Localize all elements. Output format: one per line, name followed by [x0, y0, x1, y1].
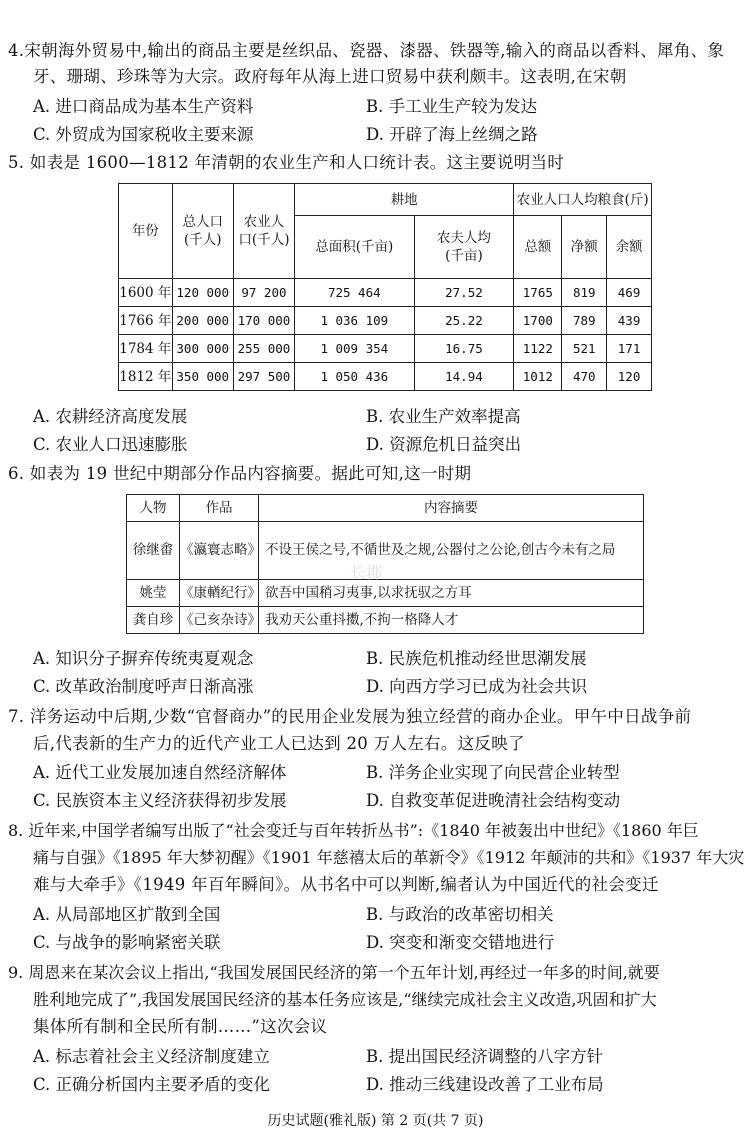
- table-cell: 1600 年: [119, 279, 173, 307]
- q5-header-grain-surplus: 余额: [607, 216, 652, 279]
- table-row: [119, 279, 652, 307]
- table-cell: 255 000: [233, 335, 294, 363]
- table-cell: 120: [607, 363, 652, 391]
- q9-stem-line-1: 9. 周恩来在某次会议上指出,“我国发展国民经济的第一个五年计划,再经过一年多的时间,就要: [8, 963, 660, 982]
- table-cell: 1012: [514, 363, 562, 391]
- table-cell: 《瀛寰志略》: [180, 522, 259, 580]
- table-cell: 1 036 109: [295, 307, 415, 335]
- table-cell: 14.94: [414, 363, 514, 391]
- q5-option-b: B. 农业生产效率提高: [366, 407, 521, 426]
- table-cell: 819: [562, 279, 607, 307]
- table-cell: 300 000: [172, 335, 233, 363]
- table-cell: 1 050 436: [295, 363, 415, 391]
- table-row: [119, 307, 652, 335]
- table-cell: 16.75: [414, 335, 514, 363]
- q9-stem-line-3: 集体所有制和全民所有制……”这次会议: [33, 1017, 328, 1036]
- table-cell: 1122: [514, 335, 562, 363]
- q5-option-d: D. 资源危机日益突出: [366, 435, 522, 454]
- table-cell: 我劝天公重抖擞,不拘一格降人才: [259, 607, 644, 634]
- q4-option-b: B. 手工业生产较为发达: [366, 97, 538, 116]
- table-cell: 789: [562, 307, 607, 335]
- table-cell: 不设王侯之号,不循世及之规,公器付之公论,创古今未有之局: [259, 522, 644, 580]
- q4-option-a: A. 进口商品成为基本生产资料: [33, 97, 254, 116]
- q8-stem-line-3: 难与大牵手》《1949 年百年瞬间》。从书名中可以判断,编者认为中国近代的社会变迁: [33, 875, 659, 894]
- table-cell: 1765: [514, 279, 562, 307]
- table-cell: 97 200: [233, 279, 294, 307]
- q7-option-c: C. 民族资本主义经济获得初步发展: [33, 791, 287, 810]
- table-row: [127, 607, 644, 634]
- table-row: [127, 580, 644, 607]
- q5-header-land: 耕地: [295, 184, 514, 216]
- table-cell: 170 000: [233, 307, 294, 335]
- q7-option-b: B. 洋务企业实现了向民营企业转型: [366, 763, 620, 782]
- q8-option-c: C. 与战争的影响紧密关联: [33, 933, 221, 952]
- q6-option-d: D. 向西方学习已成为社会共识: [366, 677, 588, 696]
- q9-option-a: A. 标志着社会主义经济制度建立: [33, 1047, 270, 1066]
- q8-option-b: B. 与政治的改革密切相关: [366, 905, 554, 924]
- q5-header-total-pop: 总人口(千人): [172, 184, 233, 279]
- q8-option-a: A. 从局部地区扩散到全国: [33, 905, 221, 924]
- q7-option-d: D. 自救变革促进晚清社会结构变动: [366, 791, 621, 810]
- q6-header-summary: 内容摘要: [259, 495, 644, 522]
- q5-option-a: A. 农耕经济高度发展: [33, 407, 188, 426]
- table-cell: 《康輶纪行》: [180, 580, 259, 607]
- table-cell: 1700: [514, 307, 562, 335]
- q4-stem-line-2: 牙、珊瑚、珍珠等为大宗。政府每年从海上进口贸易中获利颇丰。这表明,在宋朝: [33, 67, 627, 86]
- q6-option-b: B. 民族危机推动经世思潮发展: [366, 649, 587, 668]
- table-cell: 171: [607, 335, 652, 363]
- q6-stem-line-1: 6. 如表为 19 世纪中期部分作品内容摘要。据此可知,这一时期: [8, 464, 472, 483]
- q5-option-c: C. 农业人口迅速膨胀: [33, 435, 188, 454]
- q9-option-b: B. 提出国民经济调整的八字方针: [366, 1047, 604, 1066]
- table-cell: 725 464: [295, 279, 415, 307]
- q5-statistics-table: [118, 183, 652, 391]
- table-cell: 27.52: [414, 279, 514, 307]
- q5-header-land-per-farmer: 农夫人均(千亩): [414, 216, 514, 279]
- table-cell: 470: [562, 363, 607, 391]
- table-row: [119, 335, 652, 363]
- q5-header-grain-total: 总额: [514, 216, 562, 279]
- watermark: 长郡: [350, 563, 383, 582]
- q5-header-year: 年份: [119, 184, 173, 279]
- q7-option-a: A. 近代工业发展加速自然经济解体: [33, 763, 287, 782]
- table-cell: 521: [562, 335, 607, 363]
- table-cell: 469: [607, 279, 652, 307]
- q6-header-person: 人物: [127, 495, 180, 522]
- q7-stem-line-2: 后,代表新的生产力的近代产业工人已达到 20 万人左右。这反映了: [33, 734, 525, 753]
- table-row: [119, 363, 652, 391]
- table-cell: 200 000: [172, 307, 233, 335]
- table-cell: 1812 年: [119, 363, 173, 391]
- table-cell: 姚莹: [127, 580, 180, 607]
- q5-header-land-total: 总面积(千亩): [295, 216, 415, 279]
- q4-stem-line-1: 4.宋朝海外贸易中,输出的商品主要是丝织品、瓷器、漆器、铁器等,输入的商品以香料、犀角、象: [8, 41, 725, 60]
- q9-stem-line-2: 胜利地完成了”,我国发展国民经济的基本任务应该是,“继续完成社会主义改造,巩固和扩大: [33, 990, 657, 1009]
- q6-works-table: [126, 494, 644, 634]
- q8-stem-line-2: 痛与自强》《1895 年大梦初醒》《1901 年慈禧太后的革新令》《1912 年颠沛的共和》《1937 年大灾: [33, 848, 745, 867]
- table-row: [127, 522, 644, 580]
- table-cell: 1766 年: [119, 307, 173, 335]
- q9-option-c: C. 正确分析国内主要矛盾的变化: [33, 1075, 271, 1094]
- table-cell: 龚自珍: [127, 607, 180, 634]
- q8-option-d: D. 突变和渐变交错地进行: [366, 933, 555, 952]
- q5-header-grain-net: 净额: [562, 216, 607, 279]
- q9-option-d: D. 推动三线建设改善了工业布局: [366, 1075, 604, 1094]
- q4-option-d: D. 开辟了海上丝绸之路: [366, 125, 538, 144]
- table-cell: 120 000: [172, 279, 233, 307]
- q5-header-grain: 农业人口人均粮食(斤): [514, 184, 652, 216]
- table-cell: 徐继畬: [127, 522, 180, 580]
- q6-option-c: C. 改革政治制度呼声日渐高涨: [33, 677, 254, 696]
- page-footer: 历史试题(雅礼版) 第 2 页(共 7 页): [267, 1113, 484, 1129]
- table-cell: 欲吾中国稍习夷事,以求抚驭之方耳: [259, 580, 644, 607]
- table-cell: 25.22: [414, 307, 514, 335]
- table-cell: 297 500: [233, 363, 294, 391]
- table-cell: 1784 年: [119, 335, 173, 363]
- q4-option-c: C. 外贸成为国家税收主要来源: [33, 125, 254, 144]
- q6-option-a: A. 知识分子摒弃传统夷夏观念: [33, 649, 254, 668]
- q8-stem-line-1: 8. 近年来,中国学者编写出版了“社会变迁与百年转折丛书”:《1840 年被轰出中世纪》《1860 年巨: [8, 821, 699, 840]
- table-cell: 1 009 354: [295, 335, 415, 363]
- q5-header-agri-pop: 农业人口(千人): [233, 184, 294, 279]
- q7-stem-line-1: 7. 洋务运动中后期,少数“官督商办”的民用企业发展为独立经营的商办企业。甲午中日战争前: [8, 707, 692, 726]
- q6-header-work: 作品: [180, 495, 259, 522]
- table-cell: 350 000: [172, 363, 233, 391]
- table-cell: 439: [607, 307, 652, 335]
- q5-stem-line-1: 5. 如表是 1600—1812 年清朝的农业生产和人口统计表。这主要说明当时: [8, 153, 565, 172]
- table-cell: 《己亥杂诗》: [180, 607, 259, 634]
